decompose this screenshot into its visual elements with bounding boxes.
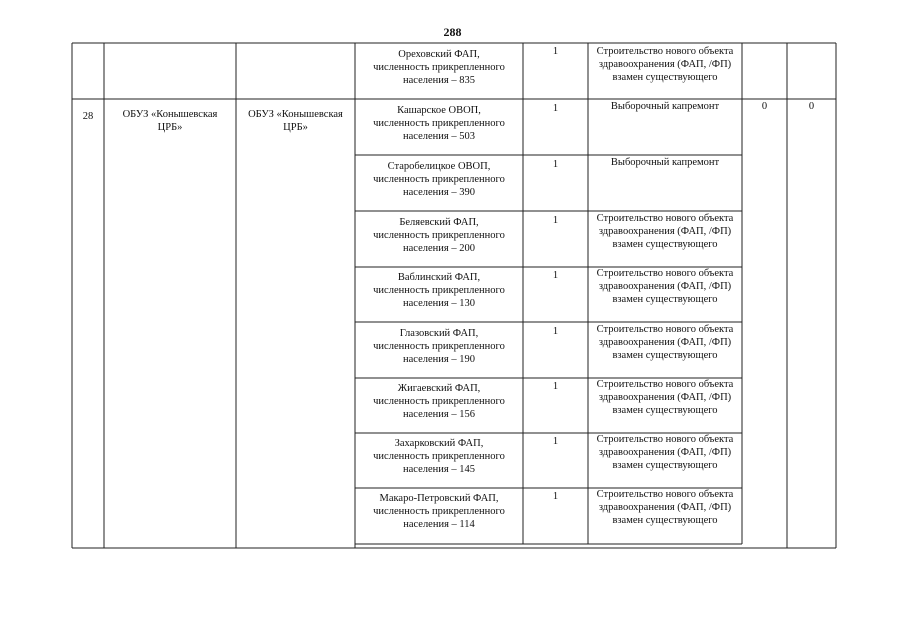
facility-cell: Ваблинский ФАП, численность прикрепленного населения – 130: [373, 272, 505, 309]
action-cell: Выборочный капремонт: [610, 157, 720, 168]
count-cell: 1: [552, 326, 559, 337]
action-cell: Строительство нового объекта здравоохранения (ФАП, /ФП) взамен существующего: [596, 213, 734, 250]
facility-cell: Жигаевский ФАП, численность прикрепленного населения – 156: [373, 383, 505, 420]
count-cell: 1: [552, 491, 559, 502]
cont-action: Строительство нового объекта здравоохранения (ФАП, /ФП) взамен существующего: [596, 46, 734, 83]
action-cell: Строительство нового объекта здравоохранения (ФАП, /ФП) взамен существующего: [596, 324, 734, 361]
cont-count: 1: [552, 46, 559, 57]
action-cell: Выборочный капремонт: [610, 101, 720, 112]
facility-cell: Макаро-Петровский ФАП, численность прикрепленного населения – 114: [373, 493, 505, 530]
count-cell: 1: [552, 436, 559, 447]
row-organization: ОБУЗ «Конышевская ЦРБ»: [122, 109, 218, 133]
row-value-2: 0: [808, 101, 815, 112]
count-cell: 1: [552, 215, 559, 226]
action-cell: Строительство нового объекта здравоохранения (ФАП, /ФП) взамен существующего: [596, 379, 734, 416]
row-organization-2: ОБУЗ «Конышевская ЦРБ»: [248, 109, 343, 133]
cont-facility: Ореховский ФАП, численность прикрепленного населения – 835: [373, 49, 505, 86]
action-cell: Строительство нового объекта здравоохранения (ФАП, /ФП) взамен существующего: [596, 434, 734, 471]
count-cell: 1: [552, 159, 559, 170]
count-cell: 1: [552, 381, 559, 392]
row-value-1: 0: [761, 101, 768, 112]
count-cell: 1: [552, 103, 559, 114]
page-number: 288: [443, 25, 462, 39]
facility-cell: Старобелицкое ОВОП, численность прикрепленного населения – 390: [373, 161, 505, 198]
facility-cell: Захарковский ФАП, численность прикрепленного населения – 145: [373, 438, 505, 475]
facility-cell: Кашарское ОВОП, численность прикрепленного населения – 503: [373, 105, 505, 142]
count-cell: 1: [552, 270, 559, 281]
row-number: 28: [82, 111, 94, 122]
action-cell: Строительство нового объекта здравоохранения (ФАП, /ФП) взамен существующего: [596, 268, 734, 305]
facility-cell: Беляевский ФАП, численность прикрепленного населения – 200: [373, 217, 505, 254]
facility-cell: Глазовский ФАП, численность прикрепленного населения – 190: [373, 328, 505, 365]
action-cell: Строительство нового объекта здравоохранения (ФАП, /ФП) взамен существующего: [596, 489, 734, 526]
